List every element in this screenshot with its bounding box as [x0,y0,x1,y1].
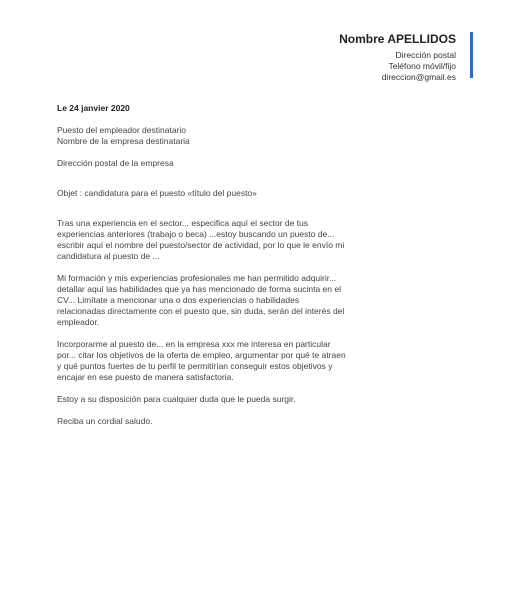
company-address: Dirección postal de la empresa [57,158,174,168]
recipient-company: Nombre de la empresa destinataria [57,136,190,146]
paragraph-motivation: Incorporarme al puesto de... en la empresa xxx me interesa en particular por... citar los objetivos de la oferta de empleo, argumentar por qué te atraen y qué puntos fuertes de tu perfil te permitirían conseguir estos objetivos y encajar en ese puesto de manera satisfactoria. [57,339,346,382]
letter-date: Le 24 janvier 2020 [57,103,130,113]
closing-salutation: Reciba un cordial saludo. [57,416,153,426]
paragraph-skills: Mi formación y mis experiencias profesionales me han permitido adquirir... detallar aquí las habilidades que ya has mencionado de forma sucinta en el CV... Limítate a mencionar una o dos experiencias o habilidades relacionadas directamente con el puesto que, sin duda, serán del interés del empleador. [57,273,345,327]
sender-name: Nombre APELLIDOS [339,32,456,46]
sender-email: direccion@gmail.es [381,72,456,82]
sender-address: Dirección postal [395,50,456,60]
recipient-position: Puesto del empleador destinatario [57,125,186,135]
sender-phone: Teléfono móvil/fijo [388,61,456,71]
availability-sentence: Estoy a su disposición para cualquier duda que le pueda surgir. [57,394,296,404]
accent-bar [470,32,473,78]
letter-body [57,103,347,427]
letter-subject: Objet : candidatura para el puesto «título del puesto» [57,188,257,198]
paragraph-experience: Tras una experiencia en el sector... especifica aquí el sector de tus experiencias anteriores (trabajo o beca) ...estoy buscando un puesto de... escribir aquí el nombre del puesto/sector de actividad, por lo que le envío mi candidatura al puesto de ... [57,218,345,261]
sender-block [339,32,456,83]
